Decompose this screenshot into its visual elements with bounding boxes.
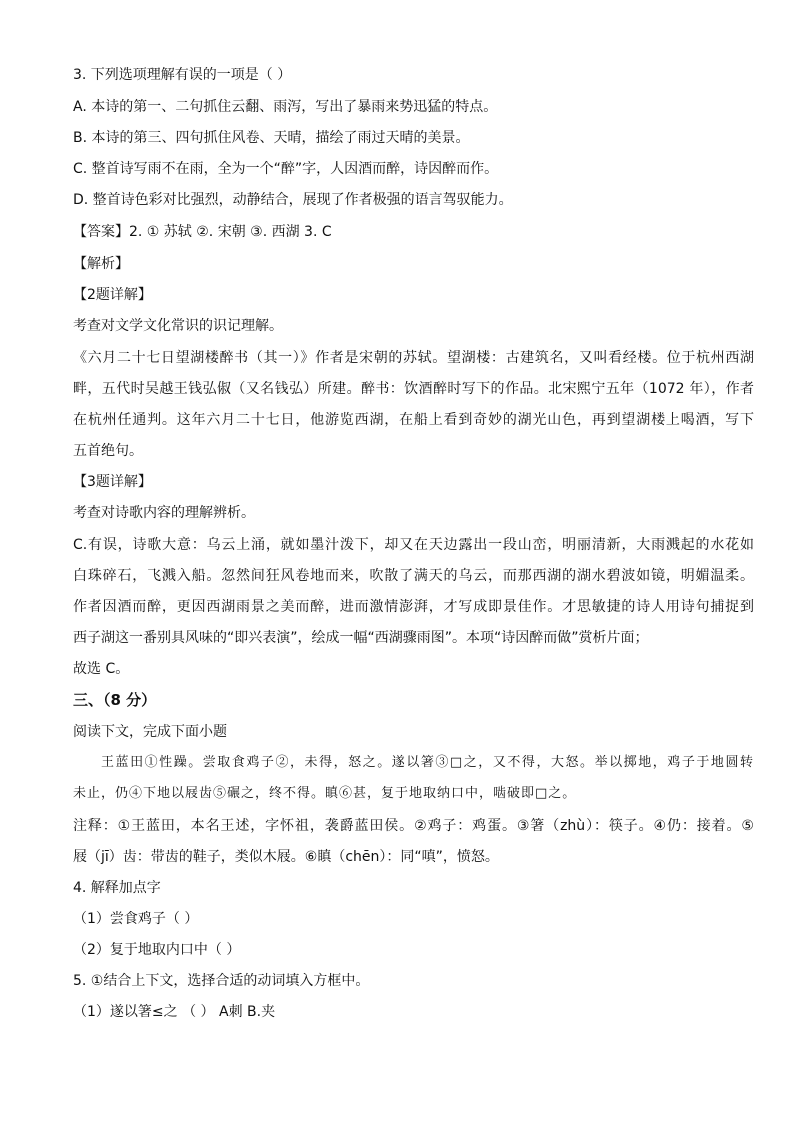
answer-line: 【答案】2. ① 苏轼 ②. 宋朝 ③. 西湖 3. C <box>73 224 332 240</box>
question-5-stem: 5. ①结合上下文，选择合适的动词填入方框中。 <box>73 973 370 989</box>
notes-line-2: 屐（jī）齿：带齿的鞋子，类似木屐。⑥瞋（chēn）：同“嗔”，愤怒。 <box>73 849 499 865</box>
detail-2-intro: 考查对文学文化常识的识记理解。 <box>73 318 283 334</box>
reading-instruction: 阅读下文，完成下面小题 <box>73 724 227 740</box>
detail-3-intro: 考查对诗歌内容的理解辨析。 <box>73 505 255 521</box>
detail-3-line-4: 西子湖这一番别具风味的“即兴表演”，绘成一幅“西湖骤雨图”。本项“诗因醉而做”赏析片面； <box>73 630 649 646</box>
detail-3-line-1: C.有误，诗歌大意：乌云上涌，就如墨汁泼下，却又在天边露出一段山峦，明丽清新，大雨溅起的水花如 <box>73 537 754 553</box>
section-3-heading: 三、（8 分） <box>73 691 157 709</box>
option-c: C. 整首诗写雨不在雨，全为一个“醉”字，人因酒而醉，诗因醉而作。 <box>73 161 499 177</box>
question-4-item-2: （2）复于地取内口中（ ） <box>73 942 241 958</box>
detail-2-line-3: 在杭州任通判。这年六月二十七日，他游览西湖，在船上看到奇妙的湖光山色，再到望湖楼上喝酒，写下 <box>73 412 754 428</box>
question-4-item-1: （1）尝食鸡子（ ） <box>73 911 199 927</box>
detail-2-line-1: 《六月二十七日望湖楼醉书（其一）》作者是宋朝的苏轼。望湖楼：古建筑名，又叫看经楼。位于杭州西湖 <box>73 350 754 366</box>
question-4-stem: 4. 解释加点字 <box>73 880 161 896</box>
detail-2-label: 【2题详解】 <box>73 287 152 303</box>
detail-3-conclusion: 故选 C。 <box>73 661 130 677</box>
notes-line-1: 注释：①王蓝田，本名王述，字怀祖，袭爵蓝田侯。②鸡子：鸡蛋。③箸（zhù）：筷子。④仍：接着。⑤ <box>73 818 754 834</box>
option-b: B. 本诗的第三、四句抓住风卷、天晴，描绘了雨过天晴的美景。 <box>73 130 470 146</box>
detail-3-label: 【3题详解】 <box>73 474 152 490</box>
classical-passage-line-1: 王蓝田①性躁。尝取食鸡子②，未得，怒之。遂以箸③□之，又不得，大怒。举以掷地，鸡子于地圆转 <box>101 755 754 770</box>
detail-2-line-4: 五首绝句。 <box>73 443 143 459</box>
question-5-item-1: （1）遂以箸≤之 （ ） A刺 B.夹 <box>73 1004 276 1020</box>
detail-3-line-3: 作者因酒而醉，更因西湖雨景之美而醉，进而激情澎湃，才写成即景佳作。才思敏捷的诗人用诗句捕捉到 <box>73 599 754 615</box>
question-3-stem: 3. 下列选项理解有误的一项是（ ） <box>73 67 292 83</box>
option-a: A. 本诗的第一、二句抓住云翻、雨泻，写出了暴雨来势迅猛的特点。 <box>73 99 498 115</box>
analysis-label: 【解析】 <box>73 256 129 272</box>
detail-3-line-2: 白珠碎石，飞溅入船。忽然间狂风卷地而来，吹散了满天的乌云，而那西湖的湖水碧波如镜，明媚温柔。 <box>73 568 754 584</box>
classical-passage-line-2: 未止，仍④下地以屐齿⑤碾之，终不得。瞋⑥甚，复于地取纳口中，啮破即□之。 <box>73 786 577 801</box>
detail-2-line-2: 畔，五代时吴越王钱弘俶（又名钱弘）所建。醉书：饮酒醉时写下的作品。北宋熙宁五年（1072 年），作者 <box>73 381 754 397</box>
option-d: D. 整首诗色彩对比强烈，动静结合，展现了作者极强的语言驾驭能力。 <box>73 192 513 208</box>
